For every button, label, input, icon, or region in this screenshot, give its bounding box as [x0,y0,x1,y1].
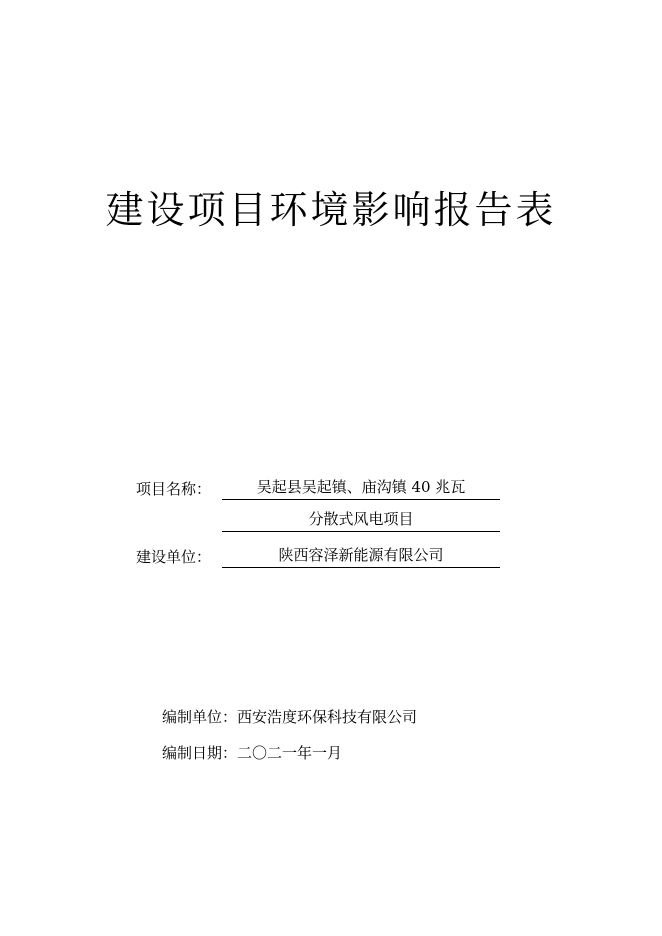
compile-date-row [162,743,342,763]
compile-date-value: 二〇二一年一月 [237,744,343,762]
project-name-line-2: 分散式风电项目 [222,509,500,532]
project-name-line-1: 吴起县吴起镇、庙沟镇 40 兆瓦 [222,477,500,500]
compiler-unit-row [162,707,417,727]
document-title: 建设项目环境影响报告表 [105,188,557,232]
compiler-unit-label: 编制单位： [162,708,238,726]
compiler-unit-value: 西安浩度环保科技有限公司 [237,708,418,726]
construction-unit-label: 建设单位： [136,548,212,566]
project-name-label: 项目名称： [136,480,212,498]
construction-unit-value: 陕西容泽新能源有限公司 [222,545,500,568]
compile-date-label: 编制日期： [162,744,238,762]
